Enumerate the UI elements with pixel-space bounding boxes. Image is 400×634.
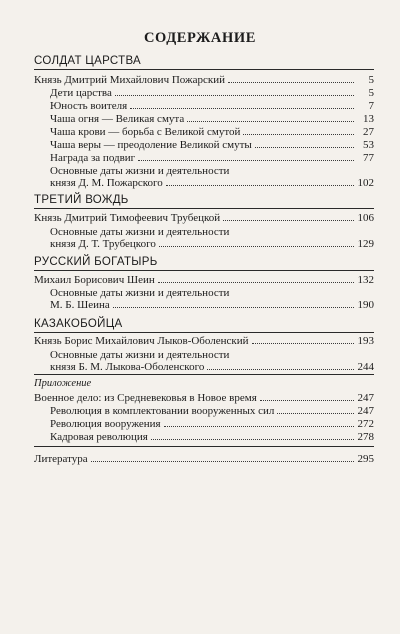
entry-page: 53 (363, 139, 374, 151)
toc-entry (34, 272, 374, 286)
leader-dots (243, 134, 354, 135)
entry-title: Князь Борис Михайлович Лыков-Оболенский (34, 335, 249, 347)
entry-title: М. Б. Шеина (50, 299, 110, 311)
toc-entry (50, 429, 374, 443)
entry-page: 106 (357, 212, 374, 224)
leader-dots (223, 220, 354, 221)
entry-title-line: Основные даты жизни и деятельности (50, 165, 230, 177)
leader-dots (207, 369, 354, 370)
section-rule (34, 69, 374, 70)
entry-title: Чаша веры — преодоление Великой смуты (50, 139, 252, 151)
leader-dots (115, 95, 354, 96)
entry-title: Награда за подвиг (50, 152, 136, 164)
toc-entry (50, 297, 374, 311)
leader-dots (138, 160, 354, 161)
section-rule (34, 270, 374, 271)
leader-dots (158, 282, 354, 283)
toc-entry (50, 150, 374, 164)
entry-page: 129 (357, 238, 374, 250)
page-title: СОДЕРЖАНИЕ (143, 30, 257, 46)
toc-entry (34, 451, 374, 465)
leader-dots (277, 413, 354, 414)
toc-entry (50, 236, 374, 250)
entry-title: Дети царства (50, 87, 112, 99)
entry-title: Чаша крови — борьба с Великой смутой (50, 126, 241, 138)
entry-page: 272 (357, 418, 374, 430)
toc-entry (50, 98, 374, 112)
section-heading: РУССКИЙ БОГАТЫРЬ (34, 256, 158, 268)
entry-title: Михаил Борисович Шеин (34, 274, 155, 286)
toc-entry (34, 333, 374, 347)
entry-page: 247 (357, 392, 374, 404)
entry-title-line: Основные даты жизни и деятельности (50, 226, 230, 238)
toc-entry (50, 85, 374, 99)
entry-title: Военное дело: из Средневековья в Новое время (34, 392, 257, 404)
section-heading: КАЗАКОБОЙЦА (34, 318, 123, 330)
toc-entry (34, 210, 374, 224)
entry-page: 77 (363, 152, 374, 164)
entry-page: 295 (357, 453, 374, 465)
leader-dots (159, 246, 354, 247)
leader-dots (166, 185, 354, 186)
section-heading: СОЛДАТ ЦАРСТВА (34, 55, 142, 67)
section-heading: ТРЕТИЙ ВОЖДЬ (34, 194, 129, 206)
toc-entry (50, 403, 374, 417)
toc-entry (50, 175, 374, 189)
entry-title-line: Основные даты жизни и деятельности (50, 349, 230, 361)
leader-dots (113, 307, 354, 308)
entry-title: Чаша огня — Великая смута (50, 113, 185, 125)
entry-page: 5 (368, 87, 374, 99)
entry-page: 193 (357, 335, 374, 347)
toc-entry (50, 359, 374, 373)
entry-title: Революция вооружения (50, 418, 161, 430)
entry-page: 247 (357, 405, 374, 417)
toc-entry (50, 137, 374, 151)
entry-title: Революция в комплектовании вооруженных сил (50, 405, 275, 417)
section-rule (34, 374, 374, 375)
leader-dots (255, 147, 354, 148)
leader-dots (252, 343, 354, 344)
entry-title: Кадровая революция (50, 431, 148, 443)
leader-dots (91, 461, 354, 462)
entry-page: 27 (363, 126, 374, 138)
entry-title-line: Основные даты жизни и деятельности (50, 287, 230, 299)
entry-page: 7 (368, 100, 374, 112)
entry-page: 5 (368, 74, 374, 86)
entry-title: Князь Дмитрий Тимофеевич Трубецкой (34, 212, 221, 224)
entry-title: Литература (34, 453, 88, 465)
section-rule (34, 208, 374, 209)
section-rule (34, 446, 374, 447)
toc-entry (50, 111, 374, 125)
leader-dots (164, 426, 354, 427)
leader-dots (151, 439, 354, 440)
leader-dots (130, 108, 354, 109)
entry-title: Князь Дмитрий Михайлович Пожарский (34, 74, 226, 86)
entry-title: князя Б. М. Лыкова-Оболенского (50, 361, 205, 373)
toc-entry (34, 390, 374, 404)
entry-title: князя Д. Т. Трубецкого (50, 238, 156, 250)
toc-entry (50, 124, 374, 138)
appendix-label: Приложение (34, 378, 92, 389)
entry-page: 13 (363, 113, 374, 125)
entry-title: князя Д. М. Пожарского (50, 177, 163, 189)
leader-dots (260, 400, 354, 401)
entry-page: 244 (357, 361, 374, 373)
entry-page: 102 (357, 177, 374, 189)
leader-dots (228, 82, 354, 83)
entry-page: 278 (357, 431, 374, 443)
toc-entry (34, 72, 374, 86)
leader-dots (187, 121, 354, 122)
entry-page: 132 (357, 274, 374, 286)
entry-page: 190 (357, 299, 374, 311)
toc-entry (50, 416, 374, 430)
entry-title: Юность воителя (50, 100, 128, 112)
